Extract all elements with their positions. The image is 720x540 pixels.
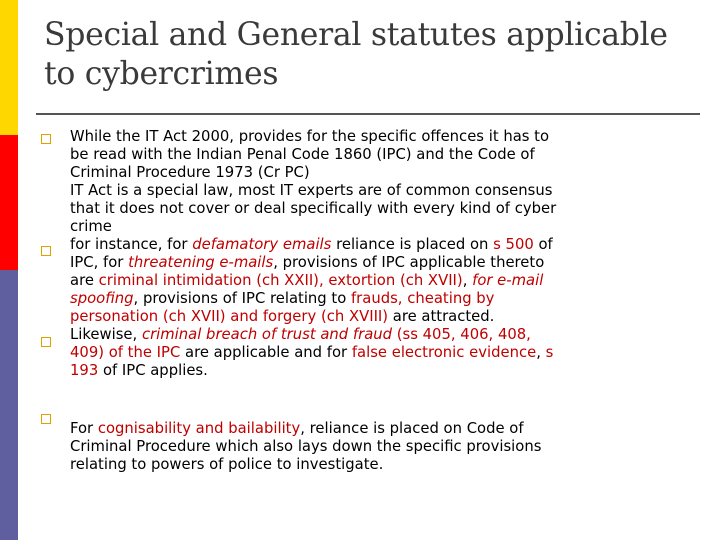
square-bullet-icon (41, 246, 51, 256)
slide-title (44, 16, 704, 94)
text-line (70, 254, 710, 272)
text-line: relating to powers of police to investigate. (70, 456, 384, 473)
square-bullet-icon (41, 134, 51, 144)
text-run: , (462, 272, 473, 289)
highlight-run: personation (ch XVII) and forgery (ch XVIII) (70, 308, 389, 325)
title-divider (36, 113, 700, 115)
highlight-run: frauds, cheating by (350, 290, 495, 307)
text-line (70, 236, 710, 254)
highlight-run: s (545, 344, 554, 361)
highlight-run: criminal intimidation (ch XXII), extortion (ch XVII) (98, 272, 463, 289)
text-line: While the IT Act 2000, provides for the specific offences it has to (70, 128, 550, 145)
highlight-run: (ss 405, 406, 408, (392, 326, 531, 343)
highlight-run: 409) of the IPC (70, 344, 181, 361)
sidebar-band-yellow (0, 0, 18, 135)
text-run: , provisions of IPC applicable thereto (273, 254, 545, 271)
highlight-run: s 500 (493, 236, 534, 253)
text-line: be read with the Indian Penal Code 1860 (IPC) and the Code of (70, 146, 535, 163)
square-bullet-icon (41, 337, 51, 347)
text-line (70, 290, 710, 308)
text-line (70, 326, 710, 344)
body-paragraph-statutes (70, 128, 710, 380)
highlight-run: defamatory emails (192, 236, 332, 253)
text-run: Likewise, (70, 326, 142, 343)
highlight-run: cognisability and bailability (97, 420, 301, 437)
body-paragraph-crpc (70, 420, 710, 474)
text-run: , (536, 344, 546, 361)
highlight-run: false electronic evidence (351, 344, 537, 361)
text-run: are (70, 272, 99, 289)
text-run: For (70, 420, 98, 437)
text-run: of (533, 236, 553, 253)
text-run: of IPC applies. (98, 362, 208, 379)
highlight-run: threatening e-mails (128, 254, 274, 271)
text-line (70, 272, 710, 290)
decorative-sidebar (0, 0, 18, 540)
text-line: that it does not cover or deal specifically with every kind of cyber (70, 200, 557, 217)
highlight-run: for e-mail (472, 272, 544, 289)
square-bullet-icon (41, 414, 51, 424)
text-line (70, 420, 710, 438)
text-run: , reliance is placed on Code of (300, 420, 524, 437)
text-run: , provisions of IPC relating to (133, 290, 351, 307)
slide-title-line-1: Special and General statutes applicable (44, 17, 668, 53)
sidebar-band-navy (0, 270, 18, 540)
text-line: Criminal Procedure 1973 (Cr PC) (70, 164, 310, 181)
text-run: are attracted. (388, 308, 495, 325)
slide-title-line-2: to cybercrimes (44, 56, 279, 92)
text-run: IPC, for (70, 254, 129, 271)
highlight-run: criminal breach of trust and fraud (141, 326, 393, 343)
text-line (70, 362, 710, 380)
text-line (70, 344, 710, 362)
text-run: for instance, for (70, 236, 193, 253)
text-run: reliance is placed on (331, 236, 494, 253)
text-line: crime (70, 218, 112, 235)
text-run: are applicable and for (180, 344, 352, 361)
highlight-run: spoofing (70, 290, 134, 307)
sidebar-band-red (0, 135, 18, 270)
text-line: Criminal Procedure which also lays down the specific provisions (70, 438, 542, 455)
text-line: IT Act is a special law, most IT experts are of common consensus (70, 182, 553, 199)
highlight-run: 193 (70, 362, 99, 379)
text-line (70, 308, 710, 326)
